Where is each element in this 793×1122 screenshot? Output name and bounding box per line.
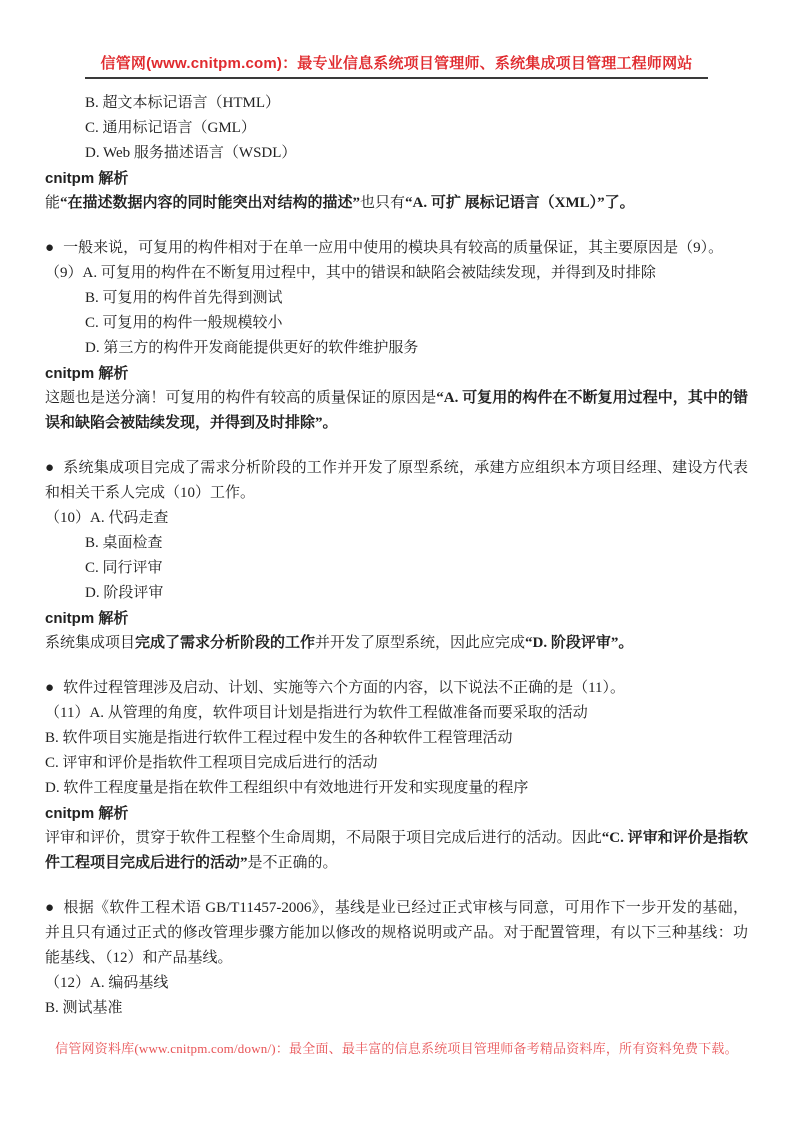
paragraph-spacer — [45, 656, 748, 676]
question-stem — [45, 456, 748, 506]
text-run: 是不正确的。 — [247, 855, 338, 871]
emphasis-text: “C. 评审和评价是指软件工程项目完成后进行的活动” — [45, 830, 748, 871]
question-stem — [45, 896, 748, 971]
paragraph-spacer — [45, 876, 748, 896]
header-site-title: 信管网(www.cnitpm.com)：最专业信息系统项目管理师、系统集成项目管理工程师网站 — [100, 55, 693, 72]
answer-option — [45, 556, 748, 581]
bullet-icon: ● — [45, 460, 55, 476]
text-run: D. Web 服务描述语言（WSDL） — [85, 145, 297, 161]
text-run: 根据《软件工程术语 GB/T11457-2006》，基线是业已经过正式审核与同意，可用作下一步开发的基础，并且只有通过正式的修改管理步骤方能加以修改的规格说明或产品。对于配置管理，有以下三种基线：功能基线、（12）和产品基线。 — [45, 900, 748, 966]
bullet-icon: ● — [45, 900, 55, 916]
answer-option — [45, 726, 748, 751]
answer-option — [45, 971, 748, 996]
question-stem — [45, 236, 748, 261]
text-run: （10）A. 代码走查 — [45, 510, 169, 526]
text-run: cnitpm 解析 — [45, 365, 129, 382]
text-run: cnitpm 解析 — [45, 805, 129, 822]
text-run: 能 — [45, 195, 61, 211]
analysis-text — [45, 386, 748, 436]
text-run: cnitpm 解析 — [45, 610, 129, 627]
analysis-text — [45, 191, 748, 216]
text-run: 也只有 — [360, 195, 406, 211]
emphasis-text: “A. 可复用的构件在不断复用过程中，其中的错误和缺陷会被陆续发现，并得到及时排除”。 — [45, 390, 748, 431]
answer-option — [45, 261, 748, 286]
text-run: 软件过程管理涉及启动、计划、实施等六个方面的内容，以下说法不正确的是（11）。 — [63, 680, 626, 696]
answer-option — [45, 336, 748, 361]
text-run: 评审和评价，贯穿于软件工程整个生命周期，不局限于项目完成后进行的活动。因此 — [45, 830, 602, 846]
text-run: cnitpm 解析 — [45, 170, 129, 187]
text-run: 并开发了原型系统，因此应完成 — [315, 635, 526, 651]
text-run: B. 可复用的构件首先得到测试 — [85, 290, 283, 306]
answer-option — [45, 751, 748, 776]
question-stem — [45, 676, 748, 701]
text-run: B. 桌面检查 — [85, 535, 163, 551]
emphasis-text: “A. 可扩 展标记语言（XML）”了。 — [405, 195, 635, 211]
answer-option — [45, 116, 748, 141]
emphasis-text: “在描述数据内容的同时能突出对结构的描述” — [60, 195, 361, 211]
text-run: D. 软件工程度量是指在软件工程组织中有效地进行开发和实现度量的程序 — [45, 780, 529, 796]
text-run: （12）A. 编码基线 — [45, 975, 169, 991]
analysis-text — [45, 631, 748, 656]
answer-option — [45, 91, 748, 116]
bullet-icon: ● — [45, 240, 55, 256]
answer-option — [45, 286, 748, 311]
answer-option — [45, 581, 748, 606]
bullet-icon: ● — [45, 680, 55, 696]
text-run: 系统集成项目 — [45, 635, 136, 651]
text-run: C. 可复用的构件一般规模较小 — [85, 315, 283, 331]
answer-option — [45, 996, 748, 1021]
answer-option — [45, 701, 748, 726]
answer-option — [45, 531, 748, 556]
emphasis-text: 完成了需求分析阶段的工作 — [135, 635, 316, 651]
analysis-heading — [45, 361, 748, 386]
page-footer — [0, 1038, 793, 1057]
text-run: C. 通用标记语言（GML） — [85, 120, 256, 136]
text-run: D. 阶段评审 — [85, 585, 164, 601]
analysis-heading — [45, 166, 748, 191]
answer-option — [45, 506, 748, 531]
paragraph-spacer — [45, 436, 748, 456]
text-run: B. 超文本标记语言（HTML） — [85, 95, 281, 111]
answer-option — [45, 776, 748, 801]
page-header — [0, 0, 793, 79]
text-run: （9）A. 可复用的构件在不断复用过程中，其中的错误和缺陷会被陆续发现，并得到及时排除 — [45, 265, 656, 281]
answer-option — [45, 141, 748, 166]
answer-option — [45, 311, 748, 336]
footer-site-note: 信管网资料库(www.cnitpm.com/down/)：最全面、最丰富的信息系统项目管理师备考精品资料库，所有资料免费下载。 — [55, 1041, 738, 1056]
text-run: C. 评审和评价是指软件工程项目完成后进行的活动 — [45, 755, 378, 771]
document-content — [0, 79, 793, 1021]
analysis-text — [45, 826, 748, 876]
text-run: 系统集成项目完成了需求分析阶段的工作并开发了原型系统，承建方应组织本方项目经理、建设方代表和相关干系人完成（10）工作。 — [45, 460, 748, 501]
text-run: B. 测试基准 — [45, 1000, 123, 1016]
text-run: B. 软件项目实施是指进行软件工程过程中发生的各种软件工程管理活动 — [45, 730, 513, 746]
text-run: （11）A. 从管理的角度，软件项目计划是指进行为软件工程做准备而要采取的活动 — [45, 705, 588, 721]
emphasis-text: “D. 阶段评审”。 — [525, 635, 634, 651]
text-run: D. 第三方的构件开发商能提供更好的软件维护服务 — [85, 340, 419, 356]
analysis-heading — [45, 606, 748, 631]
text-run: 一般来说，可复用的构件相对于在单一应用中使用的模块具有较高的质量保证，其主要原因是（9）。 — [63, 240, 724, 256]
text-run: 这题也是送分滴！可复用的构件有较高的质量保证的原因是 — [45, 390, 437, 406]
analysis-heading — [45, 801, 748, 826]
paragraph-spacer — [45, 216, 748, 236]
text-run: C. 同行评审 — [85, 560, 163, 576]
